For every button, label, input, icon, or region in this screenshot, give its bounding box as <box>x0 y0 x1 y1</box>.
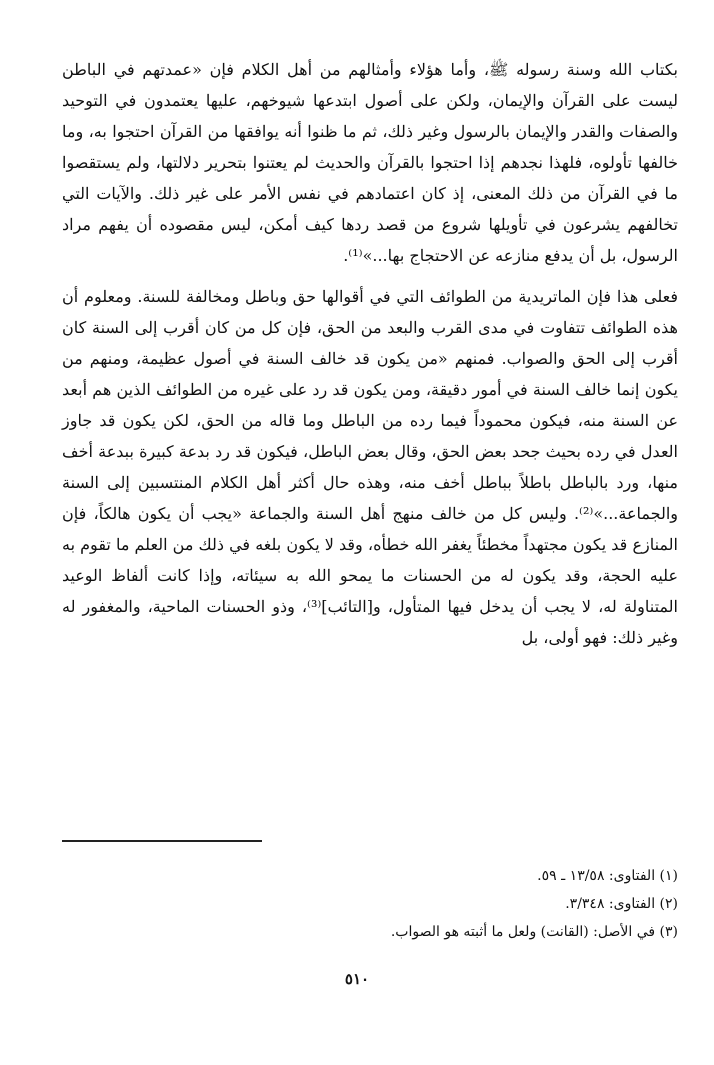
footnote-divider <box>62 840 262 842</box>
footnote-1: (١) الفتاوى: ١٣/٥٨ ـ ٥٩. <box>537 868 678 884</box>
page-number: ٥١٠ <box>344 970 370 988</box>
paragraph-2: فعلى هذا فإن الماتريدية من الطوائف التي في أقوالها حق وباطل ومخالفة للسنة. ومعلوم أن هذه الطوائف تتفاوت في مدى القرب والبعد من الحق، فإن كل من كان أقرب إلى السنة كان أقرب إلى الحق والصواب. فمنهم «من يكون قد خالف السنة في أصول عظيمة، ومنهم من يكون إنما خالف السنة في أمور دقيقة، ومن يكون قد رد على غيره من الطوائف الذين هم أبعد عن السنة منه، فيكون محموداً فيما رده من الباطل وما قاله من الحق، لكن يكون قد جاوز العدل في رده بحيث جحد بعض الحق، وقال بعض الباطل، فيكون قد رد بدعة كبيرة ببدعة أخف منها، ورد بالباطل باطلاً بباطل أخف منه، وهذه حال أكثر أهل الكلام المنتسبين إلى السنة والجماعة...»⁽²⁾. وليس كل من خالف منهج أهل السنة والجماعة «يجب أن يكون هالكاً، فإن المنازع قد يكون مجتهداً مخطئاً يغفر الله خطأه، وقد لا يكون بلغه في ذلك من العلم ما تقوم به عليه الحجة، وقد يكون له من الحسنات ما يمحو الله به سيئاته، وإذا كانت ألفاظ الوعيد المتناولة له، لا يجب أن يدخل فيها المتأول، و[التائب]⁽³⁾، وذو الحسنات الماحية، والمغفور له وغير ذلك: فهو أولى، بل <box>62 287 678 647</box>
footnote-2: (٢) الفتاوى: ٣/٣٤٨. <box>565 896 678 912</box>
paragraph-spacer <box>62 271 678 281</box>
footnotes <box>62 862 678 946</box>
footnote-3: (٣) في الأصل: (القانت) ولعل ما أثبته هو الصواب. <box>390 924 678 940</box>
paragraph-1: بكتاب الله وسنة رسوله ﷺ، وأما هؤلاء وأمثالهم من أهل الكلام فإن «عمدتهم في الباطن ليست على القرآن والإيمان، ولكن على أصول ابتدعها شيوخهم، عليها يعتمدون في التوحيد والصفات والقدر والإيمان بالرسول وغير ذلك، ثم ما ظنوا أنه يوافقها من القرآن احتجوا به، وما خالفها تأولوه، فلهذا نجدهم إذا احتجوا بالقرآن والحديث لم يعتنوا بتحرير دلالتها، ولم يستقصوا ما في القرآن من ذلك المعنى، إذ كان اعتمادهم في نفس الأمر على غير ذلك. والآيات التي تخالفهم يشرعون في تأويلها شروع من قصد ردها كيف أمكن، ليس مقصوده أن يفهم مراد الرسول، بل أن يدفع منازعه عن الاحتجاج بها...»⁽¹⁾. <box>62 60 678 265</box>
main-text <box>62 54 678 653</box>
